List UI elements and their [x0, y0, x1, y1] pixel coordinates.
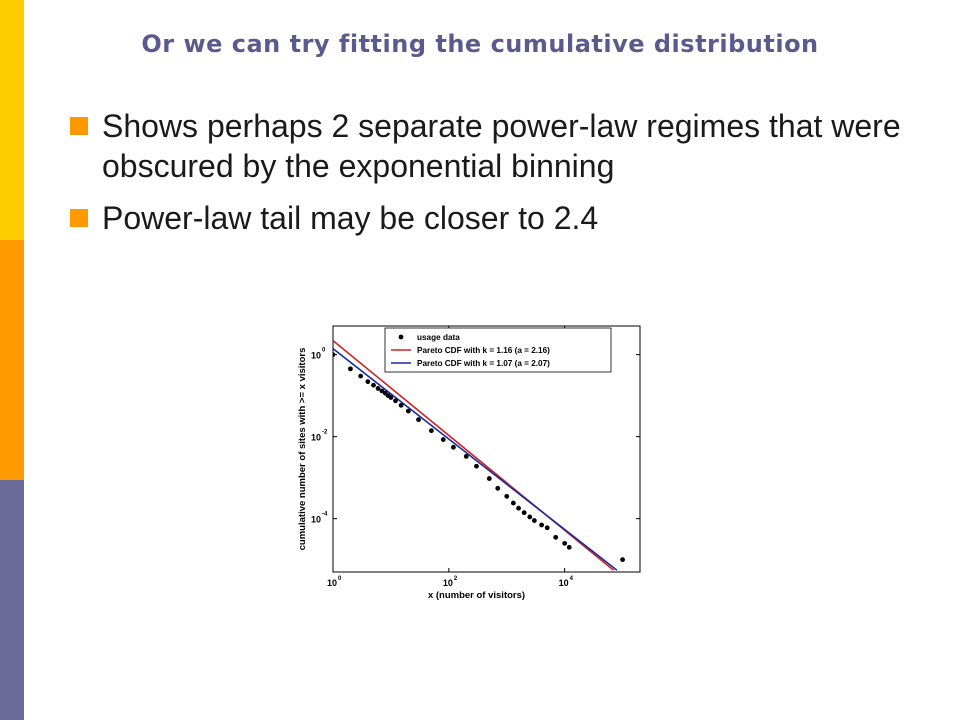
bullet-text: Shows perhaps 2 separate power-law regimes that were obscured by the exponential binning: [102, 108, 901, 184]
data-point: [553, 535, 558, 540]
y-axis-label: cumulative number of sites with >= x visitors: [297, 347, 308, 551]
data-point: [495, 486, 500, 491]
cumulative-distribution-chart: [290, 322, 660, 612]
bullet-item: [70, 198, 930, 238]
data-point: [416, 417, 421, 422]
data-point: [522, 510, 527, 515]
data-point: [487, 476, 492, 481]
square-bullet-icon: [70, 117, 88, 135]
legend-label: Pareto CDF with k = 1.07 (a = 2.07): [417, 359, 550, 368]
data-point: [441, 437, 446, 442]
bullet-text: Power-law tail may be closer to 2.4: [102, 200, 599, 236]
x-tick-label: 10: [558, 578, 569, 588]
data-point: [545, 525, 550, 530]
data-point: [429, 428, 434, 433]
bullet-list: [70, 106, 930, 250]
square-bullet-icon: [70, 209, 88, 227]
y-tick-label-exponent: 0: [322, 347, 326, 354]
data-point: [474, 464, 479, 469]
data-point: [567, 545, 572, 550]
data-point: [331, 352, 336, 357]
data-point: [365, 379, 370, 384]
legend-label: usage data: [417, 333, 460, 342]
data-point: [539, 523, 544, 528]
data-point: [620, 557, 625, 562]
data-point: [511, 501, 516, 506]
slide-title: Or we can try fitting the cumulative distribution: [141, 30, 819, 58]
y-tick-label: 10: [311, 350, 322, 361]
data-point: [562, 541, 567, 546]
x-tick-label-exponent: 0: [338, 576, 342, 582]
x-tick-label: 10: [327, 578, 338, 588]
x-tick-label-exponent: 4: [569, 576, 573, 582]
data-point: [406, 409, 411, 414]
data-point: [504, 494, 509, 499]
x-axis-label: x (number of visitors): [427, 590, 526, 601]
data-point: [393, 398, 398, 403]
data-point: [532, 518, 537, 523]
data-point: [358, 374, 363, 379]
bullet-item: [70, 106, 930, 186]
legend-label: Pareto CDF with k = 1.16 (a = 2.16): [417, 346, 550, 355]
data-point: [516, 506, 521, 511]
data-point: [371, 383, 376, 388]
y-tick-label-exponent: -4: [322, 511, 328, 518]
data-point: [348, 366, 353, 371]
data-point: [527, 515, 532, 520]
slide-accent-bar-bottom: [0, 480, 24, 720]
x-tick-label-exponent: 2: [453, 576, 458, 582]
y-tick-label: 10: [311, 514, 322, 525]
data-point: [389, 395, 394, 400]
y-tick-label: 10: [311, 432, 322, 443]
legend-marker: [399, 335, 404, 340]
slide-accent-bar-middle: [0, 240, 24, 480]
data-point: [451, 445, 456, 450]
data-point: [464, 454, 469, 459]
y-tick-label-exponent: -2: [322, 429, 328, 436]
x-tick-label: 10: [442, 578, 453, 588]
data-point: [399, 403, 404, 408]
chart-legend: [385, 328, 611, 372]
